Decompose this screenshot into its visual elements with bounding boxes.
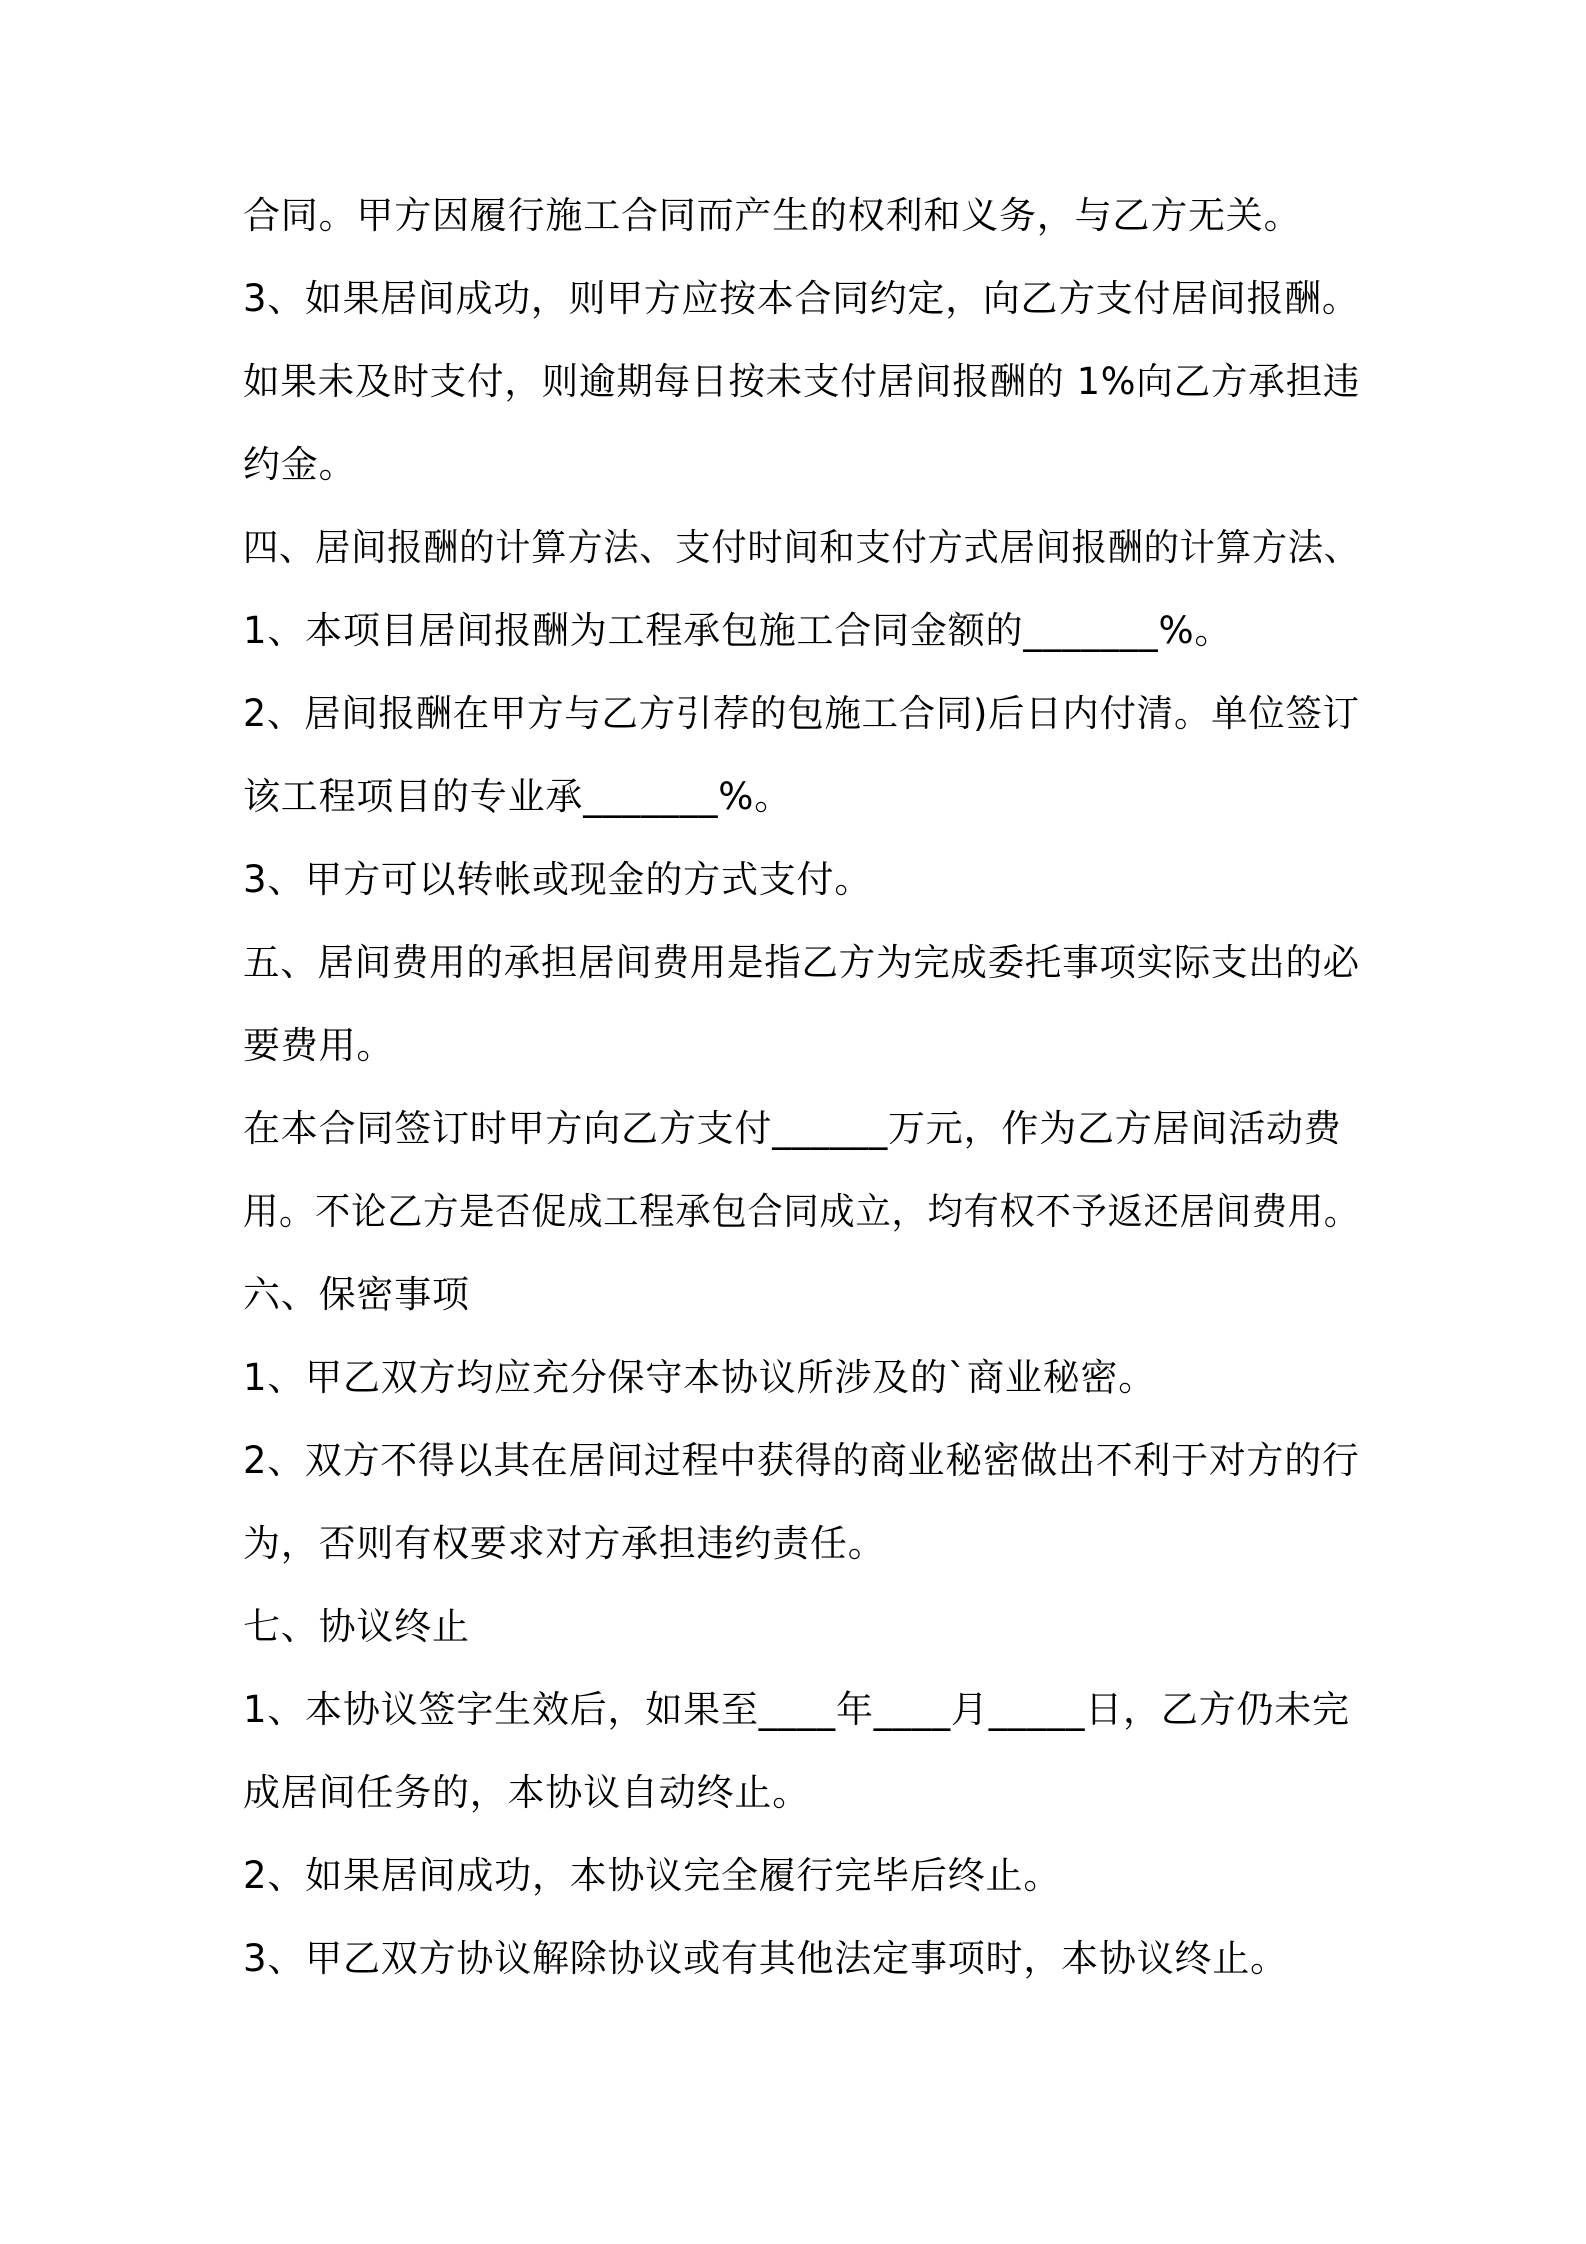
section-heading: 六、保密事项	[243, 1273, 470, 1316]
text-line: 2、居间报酬在甲方与乙方引荐的包施工合同)后日内付清。单位签订	[243, 692, 1360, 735]
text-line: 如果未及时支付，则逾期每日按未支付居间报酬的 1%向乙方承担违	[243, 360, 1361, 403]
text-line: 1、本项目居间报酬为工程承包施工合同金额的_______%。	[243, 609, 1233, 652]
text-line: 五、居间费用的承担居间费用是指乙方为完成委托事项实际支出的必	[243, 941, 1360, 984]
text-line: 成居间任务的，本协议自动终止。	[243, 1771, 810, 1814]
text-line: 为，否则有权要求对方承担违约责任。	[243, 1522, 886, 1565]
text-line: 在本合同签订时甲方向乙方支付______万元，作为乙方居间活动费	[243, 1107, 1342, 1150]
text-line: 该工程项目的专业承_______%。	[243, 775, 793, 818]
text-line: 约金。	[243, 443, 357, 486]
text-line: 2、如果居间成功，本协议完全履行完毕后终止。	[243, 1854, 1062, 1897]
section-heading: 七、协议终止	[243, 1605, 470, 1648]
text-line: 合同。甲方因履行施工合同而产生的权利和义务，与乙方无关。	[243, 194, 1302, 237]
text-line: 用。不论乙方是否促成工程承包合同成立，均有权不予返还居间费用。	[243, 1190, 1360, 1233]
text-line: 3、甲方可以转帐或现金的方式支付。	[243, 858, 873, 901]
text-line: 1、本协议签字生效后，如果至____年____月_____日，乙方仍未完	[243, 1688, 1350, 1731]
text-line: 3、甲乙双方协议解除协议或有其他法定事项时，本协议终止。	[243, 1937, 1288, 1980]
text-line: 1、甲乙双方均应充分保守本协议所涉及的`商业秘密。	[243, 1356, 1157, 1399]
text-line: 四、居间报酬的计算方法、支付时间和支付方式居间报酬的计算方法、	[243, 526, 1360, 569]
text-line: 3、如果居间成功，则甲方应按本合同约定，向乙方支付居间报酬。	[243, 277, 1360, 320]
text-line: 要费用。	[243, 1024, 395, 1067]
text-line: 2、双方不得以其在居间过程中获得的商业秘密做出不利于对方的行	[243, 1439, 1360, 1482]
